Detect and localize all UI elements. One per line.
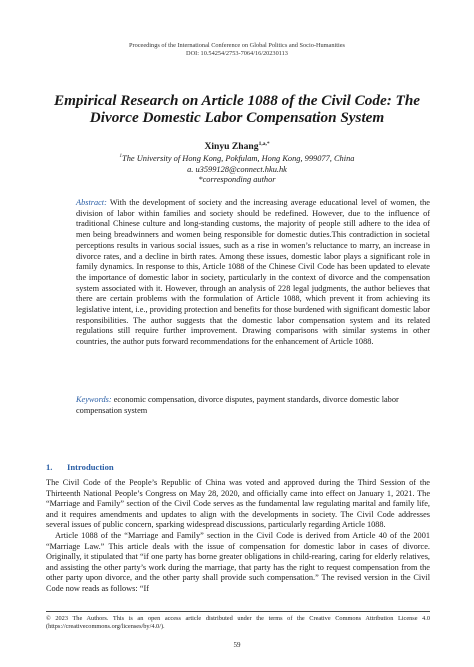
body-paragraph-2: Article 1088 of the “Marriage and Family” section in the Civil Code is derived from Article 40 of the 2001 “Marriage Law.” This article deals with the issue of compensation for domestic labor in cases of divorce. Originally, it stipulated that “if one party has borne greater obligations in child-rearing, caring for elderly relatives, and assisting the other party’s work during the marriage, that party has the right to request compensation from the other party upon divorce, and the other party shall provide such compensation.” The revised version in the Civil Code now reads as follows: “If: [46, 530, 430, 593]
affiliation-institution-line: [0, 154, 474, 165]
abstract-text: With the development of society and the increasing average educational level of women, the division of labor within families and society should be redefined. However, due to the influence of traditional Chinese culture and long-standing customs, the majority of people still adhere to the idea of men being breadwinners and women being responsible for domestic duties.This contradiction in societal perceptions results in various social issues, such as a rise in women’s reluctance to marry, an increase in divorce rates, and a decline in birth rates. Among these issues, domestic labor plays a significant role in family dynamics. In response to this, Article 1088 of the Chinese Civil Code has been updated to elevate the importance of domestic labor in society, particularly in the context of divorce and the compensation system associated with it. However, through an analysis of 228 legal judgments, the author believes that there are certain problems with the formulation of Article 1088, which prevent it from achieving its legislative intent, i.e., providing protection and benefits for those burdened with significant domestic labor responsibilities. The author suggests that the domestic labor compensation system and its related regulations still require further improvement. Drawing comparisons with similar systems in other countries, the author puts forward recommendations for the enhancement of Article 1088.: [76, 198, 430, 347]
author-marks: 1,a,*: [258, 141, 270, 147]
running-header: [0, 42, 474, 58]
affiliation-mark: 1: [119, 154, 123, 159]
title-line-2: Divorce Domestic Labor Compensation System: [89, 109, 385, 126]
corresponding-note: *corresponding author: [198, 175, 276, 184]
license-footnote: © 2023 The Authors. This is an open access article distributed under the terms of the Creative Commons Attribution License 4.0 (https://creativecommons.org/licenses/by/4.0/).: [46, 615, 430, 630]
title-line-1: Empirical Research on Article 1088 of the Civil Code: The: [53, 92, 421, 109]
doi-line: DOI: 10.54254/2753-7064/16/20230113: [186, 50, 288, 57]
affiliation-block: [0, 154, 474, 186]
page-number: 59: [233, 641, 241, 649]
paper-title: [30, 92, 444, 126]
proceedings-line: Proceedings of the International Conference on Global Politics and Socio-Humanities: [129, 42, 345, 49]
affiliation-institution: The University of Hong Kong, Pokfulam, Hong Kong, 999077, China: [122, 154, 355, 163]
affiliation-email: a. u3599128@connect.hku.hk: [187, 164, 287, 174]
body-text: [46, 478, 430, 595]
keywords-label: Keywords:: [76, 395, 112, 404]
abstract: [76, 198, 430, 348]
section-heading: [46, 462, 114, 472]
section-number: 1.: [46, 462, 53, 472]
author-line: [0, 141, 474, 152]
author-name: Xinyu Zhang: [204, 141, 259, 152]
abstract-label: Abstract:: [76, 198, 107, 207]
keywords-text: economic compensation, divorce disputes, payment standards, divorce domestic labor compensation system: [76, 395, 399, 415]
section-title: Introduction: [67, 462, 114, 472]
footnote-divider: [46, 611, 430, 612]
body-paragraph-1: The Civil Code of the People’s Republic of China was voted and approved during the Third Session of the Thirteenth National People’s Congress on May 28, 2020, and officially came into effect on January 1, 2021. The “Marriage and Family” section of the Civil Code serves as the fundamental law regulating marital and family life, and it requires amendments and updates to align with the developments in society. The Civil Code addresses several issues of public concern, sparking widespread discussions, particularly regarding Article 1088.: [46, 478, 430, 530]
keywords: [76, 395, 430, 416]
